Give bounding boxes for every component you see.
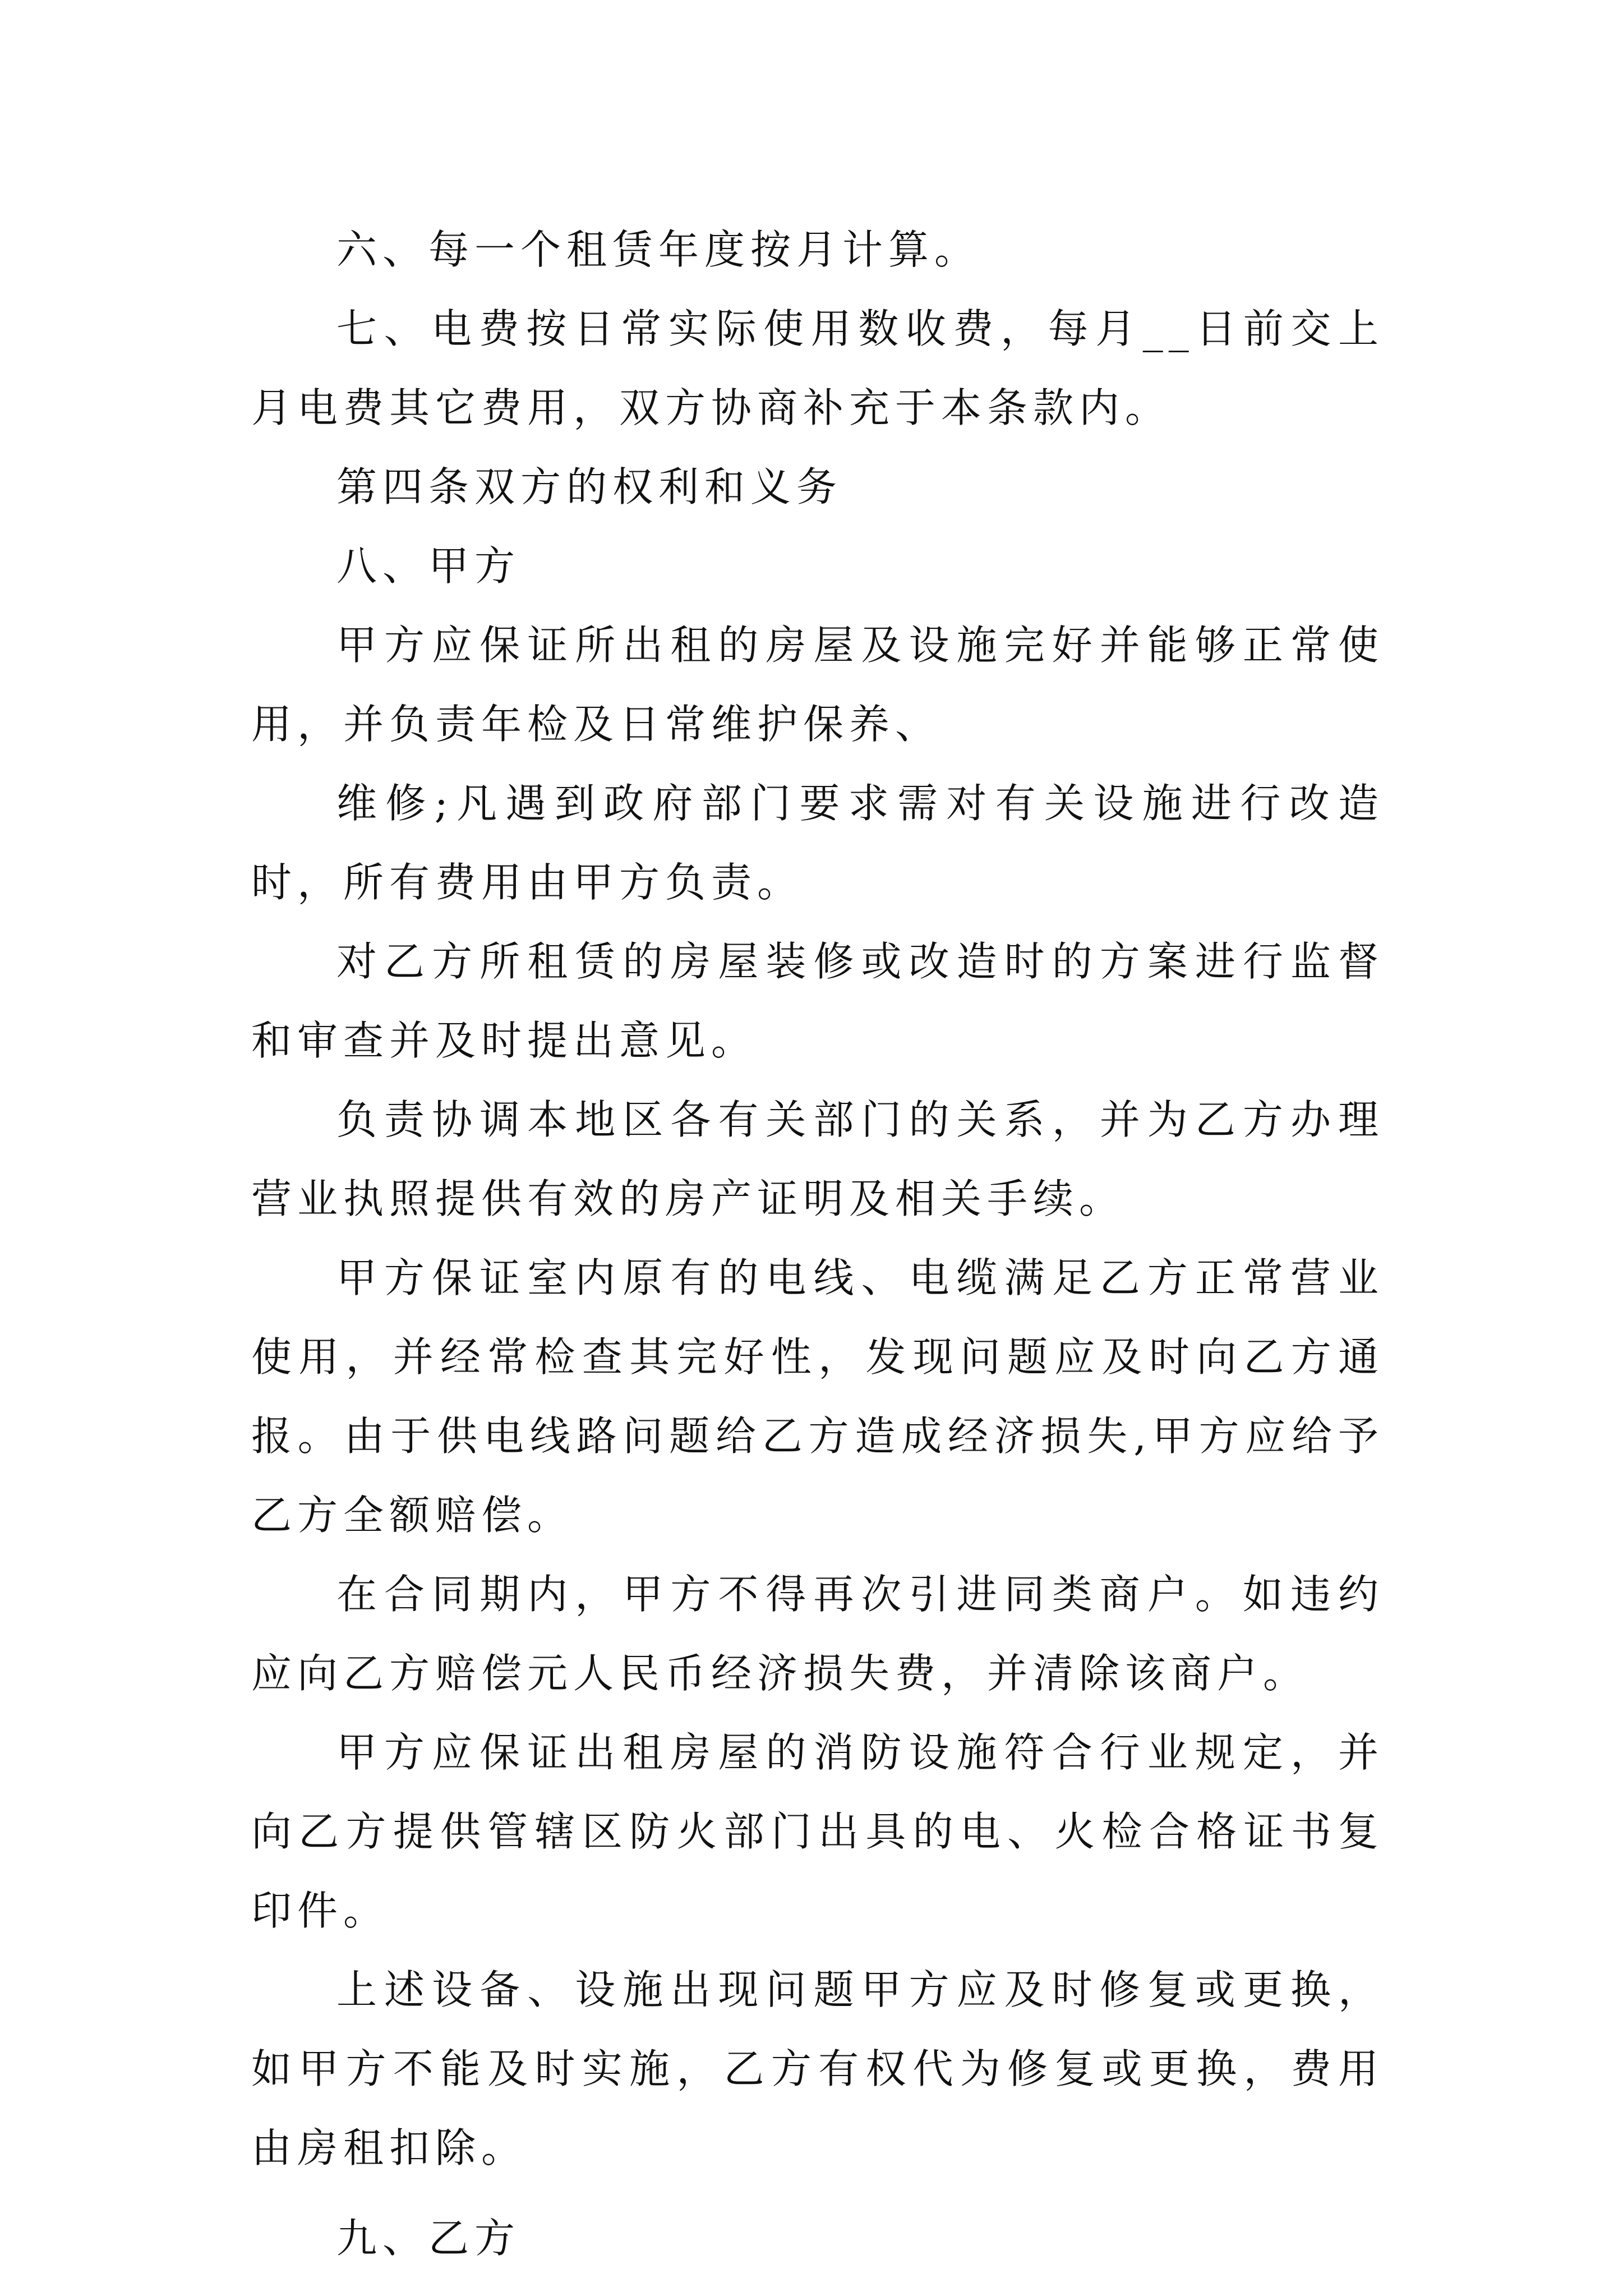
paragraph-rental-year: 六、每一个租赁年度按月计算。 bbox=[336, 226, 981, 273]
subsection-heading-party-b: 九、乙方 bbox=[336, 2215, 521, 2262]
subsection-heading-party-a: 八、甲方 bbox=[336, 542, 521, 590]
paragraph-renovation-review: 对乙方所租赁的房屋装修或改造时的方案进行监督和审查并及时提出意见。 bbox=[251, 938, 1384, 1064]
paragraph-repair-replacement: 上述设备、设施出现问题甲方应及时修复或更换，如甲方不能及时实施，乙方有权代为修复或更换，费用由房租扣除。 bbox=[251, 1966, 1384, 2171]
paragraph-electricity-fee: 七、电费按日常实际使用数收费，每月__日前交上月电费其它费用，双方协商补充于本条款内。 bbox=[251, 305, 1384, 431]
paragraph-wiring-guarantee: 甲方保证室内原有的电线、电缆满足乙方正常营业使用，并经常检查其完好性，发现问题应及时向乙方通报。由于供电线路问题给乙方造成经济损失,甲方应给予乙方全额赔偿。 bbox=[251, 1254, 1384, 1539]
section-heading-rights-obligations: 第四条双方的权利和义务 bbox=[336, 463, 843, 510]
paragraph-no-competitors: 在合同期内，甲方不得再次引进同类商户。如违约应向乙方赔偿元人民币经济损失费，并清除该商户。 bbox=[251, 1571, 1384, 1697]
paragraph-fire-safety: 甲方应保证出租房屋的消防设施符合行业规定，并向乙方提供管辖区防火部门出具的电、火检合格证书复印件。 bbox=[251, 1729, 1384, 1934]
document-body bbox=[251, 210, 1384, 2278]
paragraph-party-a-guarantee: 甲方应保证所出租的房屋及设施完好并能够正常使用，并负责年检及日常维护保养、 bbox=[251, 622, 1384, 748]
paragraph-maintenance-costs: 维修;凡遇到政府部门要求需对有关设施进行改造时，所有费用由甲方负责。 bbox=[251, 780, 1384, 906]
paragraph-coordination: 负责协调本地区各有关部门的关系，并为乙方办理营业执照提供有效的房产证明及相关手续。 bbox=[251, 1096, 1384, 1222]
